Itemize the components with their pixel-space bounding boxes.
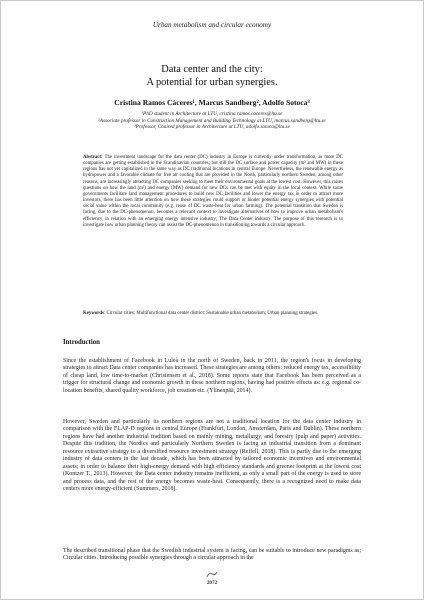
running-head: Urban metabolism and circular economy — [152, 21, 272, 29]
keywords — [83, 311, 343, 317]
affiliation-2: ²Associate professor in Construction Management and Building Technology at LTU, marcus.sandberg@ltu.se — [98, 117, 326, 124]
affiliation-3: ³Professor, Chaired professor in Architecture at LTU, adolfo.sotoca@ltu.se — [134, 124, 290, 131]
page-number: 2072 — [206, 580, 218, 586]
title-line-2: A potential for urban synergies. — [146, 76, 278, 88]
affiliation-1: ¹PhD student in Architecture at LTU, cristina.ramos.caceres@ltu.se — [141, 111, 283, 117]
keywords-text: : Circular cities; Multifunctional data center district; Sustainable urban metabolism; Urban planning strategies. — [104, 311, 319, 316]
keywords-label: Keywords — [83, 311, 104, 316]
title-line-1: Data center and the city: — [161, 64, 263, 75]
abstract-text: The investment landscape for the data center (DC) industry in Europe is currently under transformation, as more DC companies are getting established in the Scandinavian countries; but still the DC surface and power capacity (m² and MW) in these regions has not yet capitalized in the same way as DC traditional locations in central Europe. Nevertheless, the renewable energy as hydropower and a favorable climate for free air cooling that are provided in the North, particularly northern Sweden, among other reasons, are increasingly attracting DC companies seeking to meet their environmental goals at the lowest cost. However, this raises questions on how the land (m²) and energy (MW) demand for new DCs can be met with equity in the local context. While some governments facilitate land management procedures to build new DC facilities and lower the energy tax in order to attract more investors, there has been little attention on how these strategies could support or hinder potential energy synergies with potential social value within the local community (e.g. reuse of DC waste-heat for urban farming). The potential transition that Sweden is facing, due to the DC-phenomenon, becomes a relevant context to investigate alternatives of how to improve urban metabolism's efficiency, in relation with an emerging energy intensive industry; The Data Center industry. The purpose of this research is to investigate how urban planning theory can assist the DC-phenomenon in transitioning towards a circular approach. — [83, 155, 343, 228]
publisher-logo-icon — [206, 571, 218, 578]
body-paragraph-2: However, Sweden and particularly its northern regions are not a traditional location for the data center industry in comparison with the FLAP-D regions in central Europe (Frankfurt, London, Amsterdam, Paris and Dublin). These northern regions have had another industrial tradition based on mainly mining, metallurgy, and forestry (pulp and paper) activities. Despite this tradition, the Nordics and particularly Northern Sweden is facing an industrial transition from a dominant resource extractive strategy to a diversified resource investment strategy (Reffell, 2018). This is partly due to the emerging industry of data centers in the last decade, which has been attracted by tailored economic incentives and environmental assets; in order to balance their high-energy demand with high efficiency standards and greener footprint at the lowest cost (Kontzer T., 2013). However, the Data center industry remains inefficient, as only a small part of the energy is used to store and process data, and the rest of the energy becomes waste-heat. Consequently, there is a recognized need to make data centers more energy-efficient (Summers, 2018). — [63, 419, 361, 493]
affiliations — [0, 111, 424, 131]
abstract — [83, 155, 343, 229]
body-paragraph-1: Since the establishment of Facebook in Luleå in the north of Sweden, back in 2011, the region's focus in developing strategies to attract Data center companies has increased. These strategies are among others: reduced energy tax, accessibility of cheap land, low time-to-market (Christensen et al., 2018). Some reports state that Facebook has been perceived as a trigger for structural change and economic growth in these northern regions, having had positive effects as: e.g. regional co-location benefits, shared quality workforce, job creation etc. (Ylinenpää, 2014). — [63, 358, 361, 394]
section-heading-introduction: Introduction — [63, 339, 100, 346]
body-paragraph-3: The described transitional phase that the Swedish industrial system is facing, can be suitable to introduce new paradigms as; Circular cities. Introducing possible synergies through a circular approach in the — [63, 548, 361, 562]
paper-title — [0, 64, 424, 89]
author-list: Cristina Ramos Cáceres¹, Marcus Sandberg², Adolfo Sotoca³ — [114, 98, 310, 107]
abstract-label: Abstract: — [83, 155, 103, 160]
